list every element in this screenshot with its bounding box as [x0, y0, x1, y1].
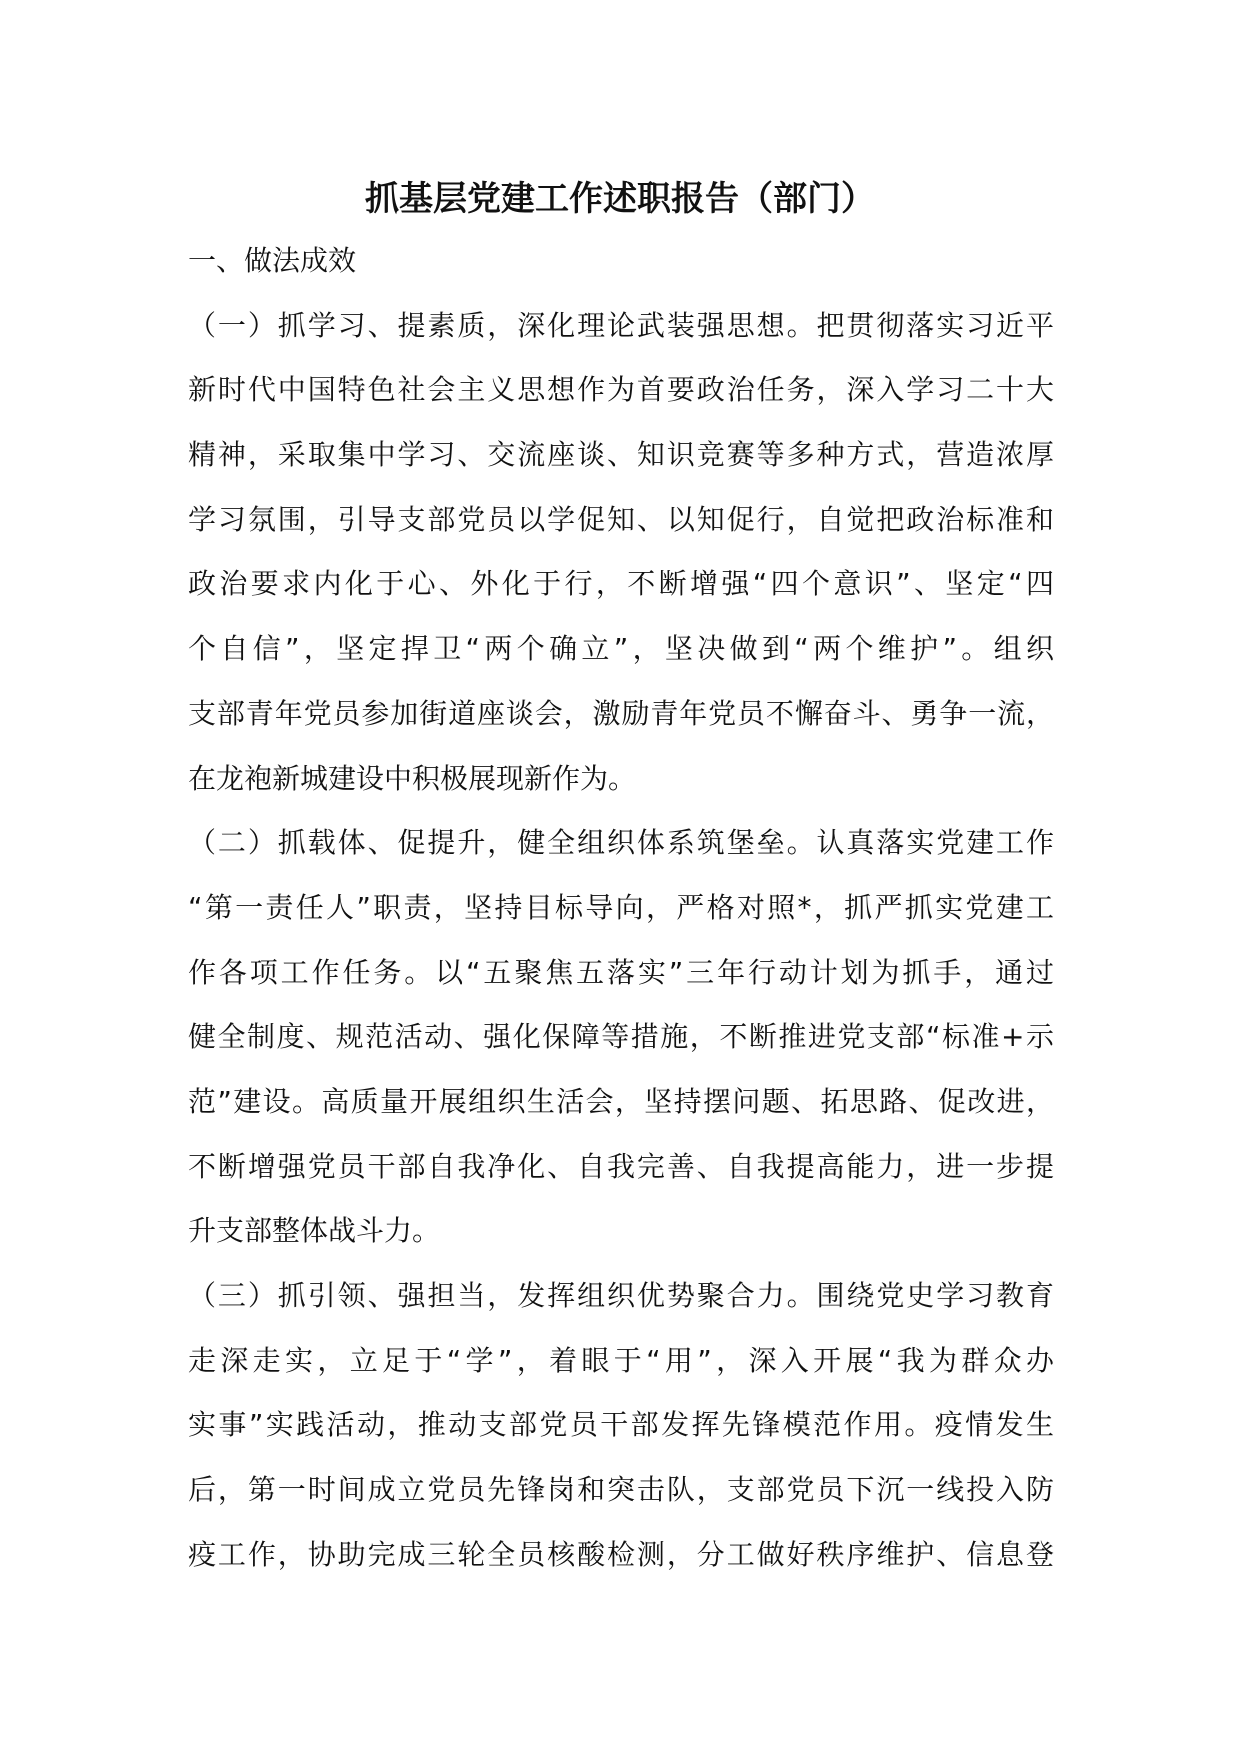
paragraph-line: 疫工作，协助完成三轮全员核酸检测，分工做好秩序维护、信息登 — [188, 1537, 1054, 1571]
paragraph-line: 走深走实，立足于“学”，着眼于“用”，深入开展“我为群众办 — [188, 1343, 1054, 1377]
paragraph-line: 升支部整体战斗力。 — [188, 1214, 441, 1248]
paragraph-line: 学习氛围，引导支部党员以学促知、以知促行，自觉把政治标准和 — [188, 502, 1054, 536]
paragraphs — [188, 294, 1054, 1588]
document-body — [188, 229, 1054, 1587]
paragraph-line: 新时代中国特色社会主义思想作为首要政治任务，深入学习二十大 — [188, 373, 1054, 407]
paragraph-line: （二）抓载体、促提升，健全组织体系筑堡垒。认真落实党建工作 — [188, 826, 1054, 860]
paragraph-line: 个自信”，坚定捍卫“两个确立”，坚决做到“两个维护”。组织 — [188, 632, 1054, 666]
paragraph-line: 精神，采取集中学习、交流座谈、知识竞赛等多种方式，营造浓厚 — [188, 438, 1054, 472]
paragraph-line: （一）抓学习、提素质，深化理论武装强思想。把贯彻落实习近平 — [188, 308, 1054, 342]
paragraph-line: 在龙袍新城建设中积极展现新作为。 — [188, 761, 637, 795]
paragraph-line: （三）抓引领、强担当，发挥组织优势聚合力。围绕党史学习教育 — [188, 1279, 1054, 1312]
paragraph-line: 后，第一时间成立党员先锋岗和突击队，支部党员下沉一线投入防 — [188, 1473, 1054, 1507]
paragraph — [188, 294, 1054, 812]
paragraph-line: 实事”实践活动，推动支部党员干部发挥先锋模范作用。疫情发生 — [188, 1408, 1054, 1442]
paragraph-line: 支部青年党员参加街道座谈会，激励青年党员不懈奋斗、勇争一流， — [188, 696, 1054, 730]
paragraph-line: 政治要求内化于心、外化于行，不断增强“四个意识”、坚定“四 — [188, 567, 1054, 601]
paragraph-line: “第一责任人”职责，坚持目标导向，严格对照*，抓严抓实党建工 — [188, 890, 1054, 924]
paragraph-line: 范”建设。高质量开展组织生活会，坚持摆问题、拓思路、促改进， — [188, 1084, 1054, 1118]
paragraph-line: 健全制度、规范活动、强化保障等措施，不断推进党支部“标准+示 — [188, 1020, 1054, 1054]
document-title: 抓基层党建工作述职报告（部门） — [365, 179, 875, 219]
paragraph-line: 不断增强党员干部自我净化、自我完善、自我提高能力，进一步提 — [188, 1149, 1054, 1183]
paragraph-line: 作各项工作任务。以“五聚焦五落实”三年行动计划为抓手，通过 — [188, 955, 1054, 989]
paragraph — [188, 1264, 1054, 1587]
section-heading: 一、做法成效 — [188, 244, 357, 277]
paragraph — [188, 811, 1054, 1264]
